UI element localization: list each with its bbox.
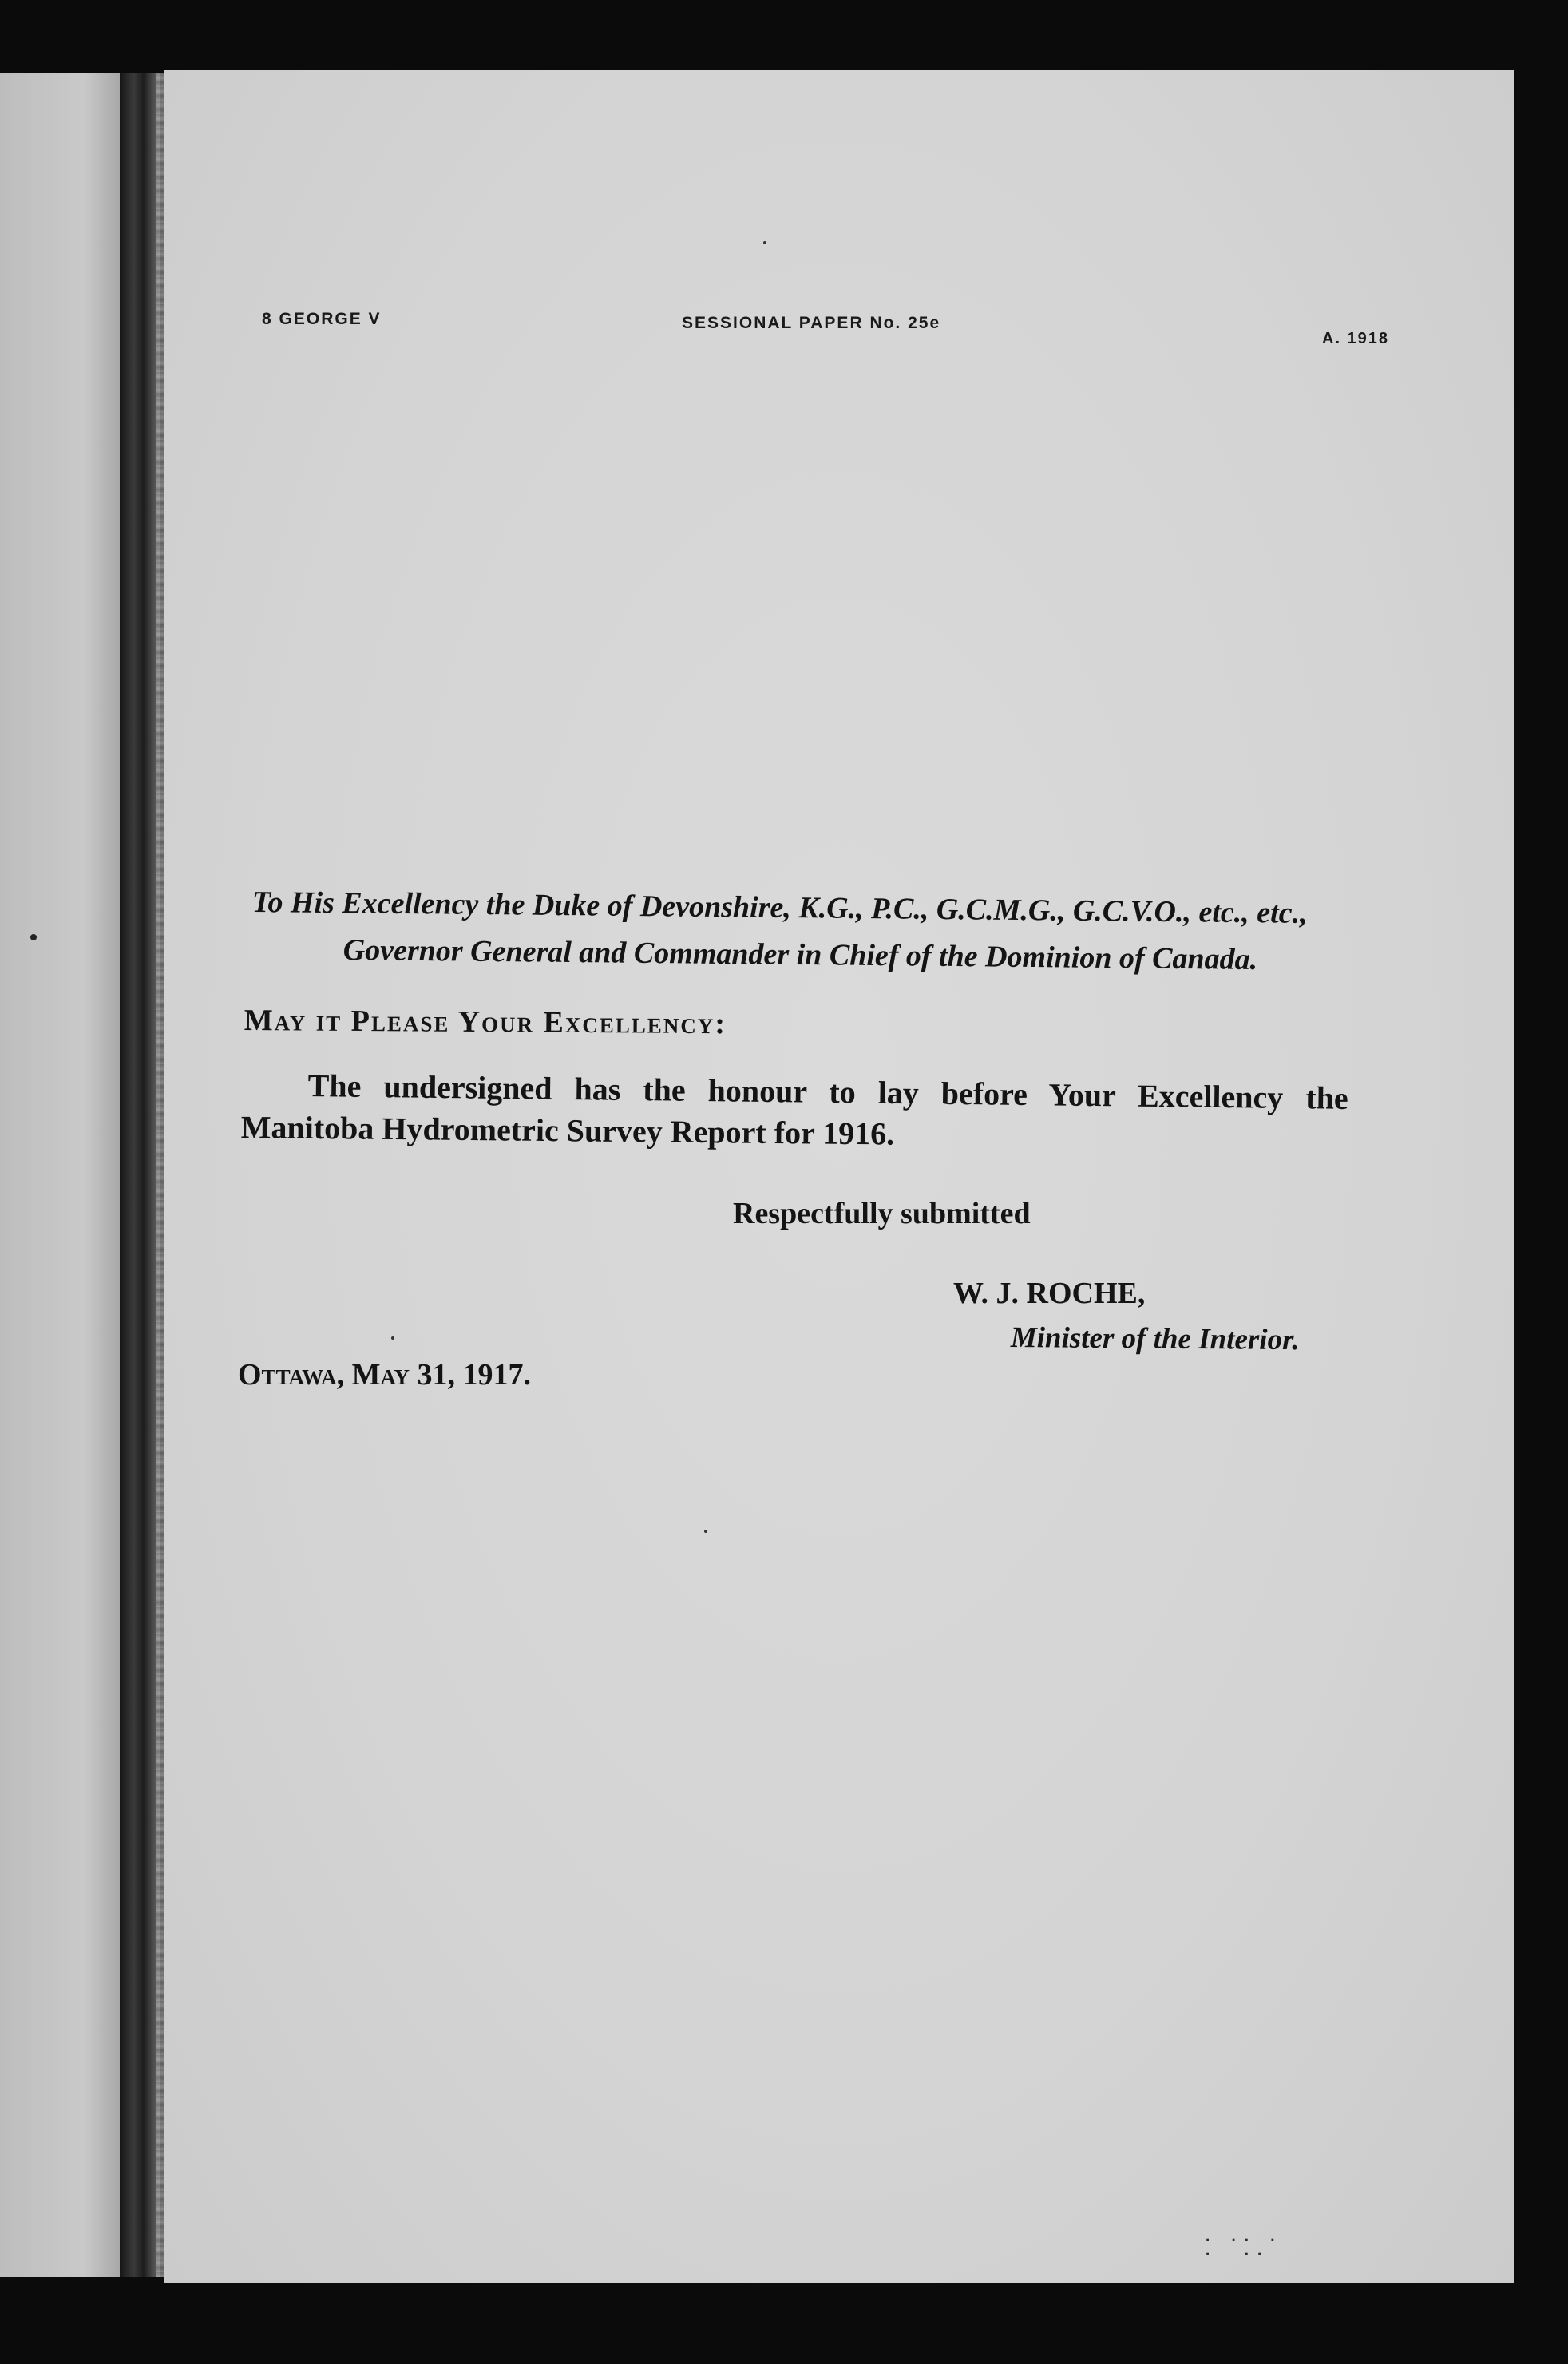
document-page	[164, 70, 1514, 2283]
facing-page-edge	[0, 73, 120, 2277]
ink-speck	[391, 1336, 394, 1340]
address-line-2: Governor General and Commander in Chief of the Dominion of Canada.	[343, 933, 1258, 976]
scan-noise-mark: · ·· · · ··	[1202, 2231, 1281, 2265]
body-line-2: Manitoba Hydrometric Survey Report for 1916.	[240, 1109, 895, 1152]
address-line-1: To His Excellency the Duke of Devonshire, K.G., P.C., G.C.M.G., G.C.V.O., etc., etc.,	[251, 885, 1308, 930]
closing: Respectfully submitted	[733, 1197, 1031, 1230]
scan-border-bottom	[0, 2283, 1568, 2364]
binding-gutter	[120, 73, 160, 2277]
header-regnal-year: 8 GEORGE V	[262, 310, 382, 328]
salutation: May it Please Your Excellency:	[244, 1004, 727, 1041]
ink-speck	[30, 934, 37, 940]
place-date: Ottawa, May 31, 1917.	[238, 1358, 531, 1392]
signatory-title: Minister of the Interior.	[1010, 1321, 1300, 1357]
signatory-name: W. J. ROCHE,	[953, 1277, 1146, 1310]
header-sessional-paper: SESSIONAL PAPER No. 25e	[682, 314, 941, 332]
scan-border-right	[1514, 70, 1568, 2364]
ink-speck	[763, 241, 766, 244]
header-year: A. 1918	[1322, 330, 1390, 347]
body-line-1: The undersigned has the honour to lay before Your Excellency the	[307, 1067, 1348, 1116]
ink-speck	[704, 1530, 707, 1533]
